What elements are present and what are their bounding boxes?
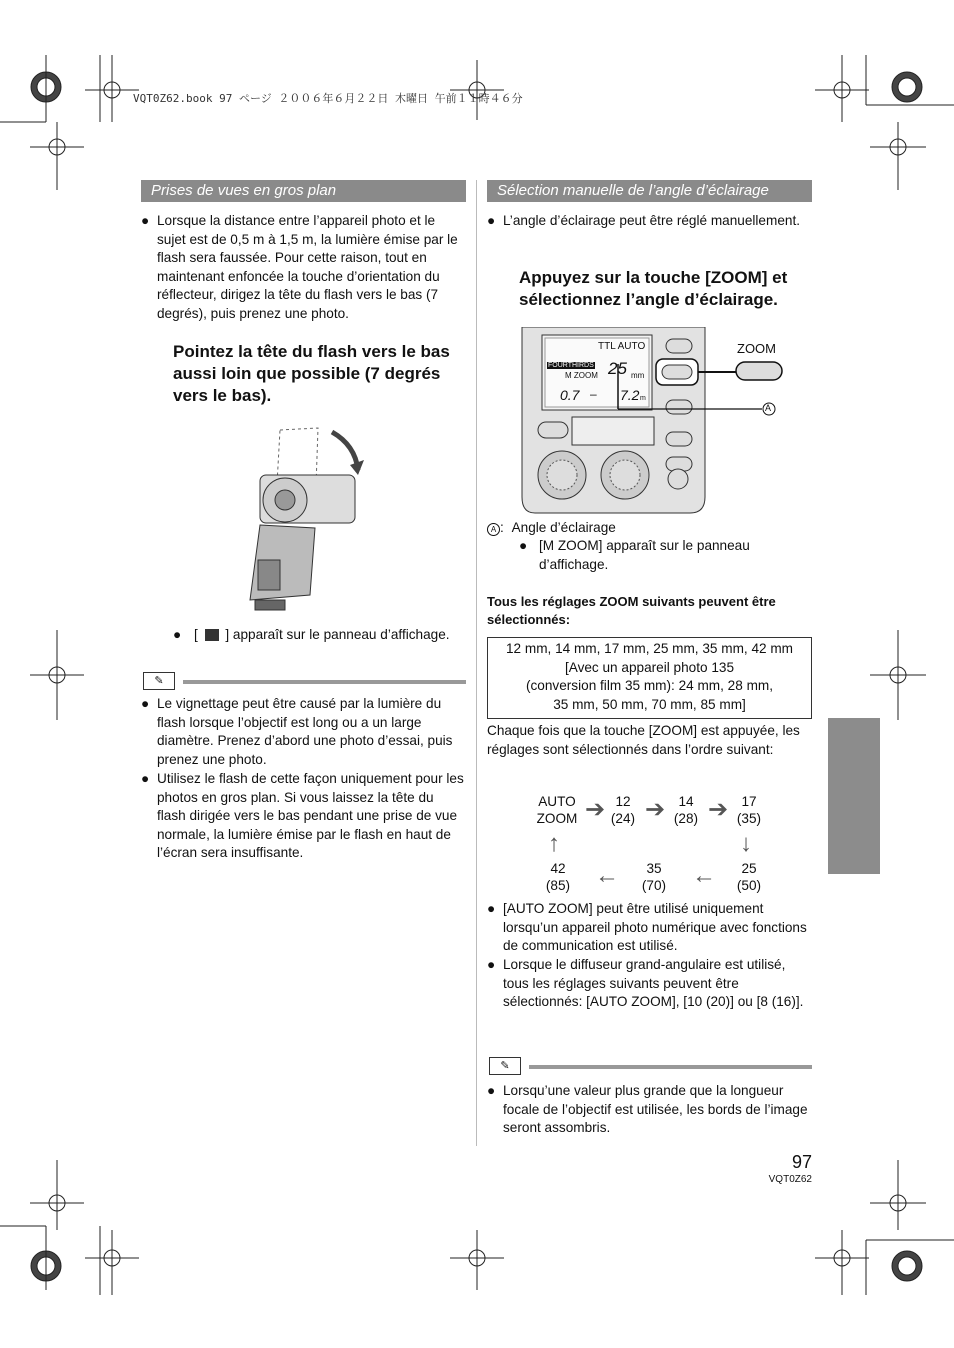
right-intro-bullet: ● L’angle d’éclairage peut être réglé manuellement. — [487, 212, 812, 231]
panel-mm: mm — [631, 371, 645, 380]
bullet-icon: ● — [173, 627, 182, 642]
bullet-icon: ● — [487, 1083, 496, 1098]
note-rule — [183, 680, 466, 684]
panel-ttl-auto: TTL AUTO — [598, 341, 646, 352]
left-note-2: ● Utilisez le flash de cette façon uniquement pour les photos en gros plan. Si vous laissez la tête du flash dirigée vers le bas pendant une prise de vue normale, la lumière émise par le flash en haut de l’écran sera insuffisante. — [141, 771, 464, 861]
page-number: 97 — [791, 1152, 812, 1172]
doc-code: VQT0Z62 — [768, 1174, 812, 1185]
bullet-icon: ● — [519, 538, 528, 553]
bullet-icon: ● — [487, 957, 496, 972]
column-divider — [476, 180, 477, 1146]
panel-aperture: 0.7 — [560, 387, 580, 403]
settings-line-1: 12 mm, 14 mm, 17 mm, 25 mm, 35 mm, 42 mm — [505, 641, 794, 656]
settings-line-3: (conversion film 35 mm): 24 mm, 28 mm, — [525, 678, 773, 694]
arrow-right-icon: ➔ — [585, 796, 606, 823]
panel-dash: – — [590, 387, 597, 401]
bullet-icon: ● — [141, 771, 150, 786]
left-step-heading: Pointez la tête du flash vers le bas aussi loin que possible (7 degrés vers le bas). — [173, 342, 450, 405]
side-tab — [828, 718, 880, 874]
seq-42: 42 (85) — [545, 861, 571, 893]
arrow-right-icon: ➔ — [645, 796, 666, 823]
note-icon: ✎ — [489, 1057, 521, 1075]
left-note-bar — [143, 672, 466, 692]
left-display-note: ● [ ] apparaît sur le panneau d’affichage. — [173, 626, 473, 645]
seq-35: 35 (70) — [641, 861, 667, 893]
flash-panel-illustration — [520, 327, 810, 517]
order-text: Chaque fois que la touche [ZOOM] est appuyée, les réglages sont sélectionnés dans l’ordre suivant: — [487, 723, 800, 757]
left-section-title: Prises de vues en gros plan — [141, 180, 466, 202]
mzoom-bullet: ● [M ZOOM] apparaît sur le panneau d’affichage. — [519, 538, 750, 572]
seq-25: 25 (50) — [736, 861, 762, 893]
right-step-heading: Appuyez sur la touche [ZOOM] et sélectionnez l’angle d’éclairage. — [519, 268, 788, 309]
arrow-right-icon: ➔ — [708, 796, 729, 823]
right-note: ● Lorsqu’une valeur plus grande que la longueur focale de l’objectif est utilisée, les bords de l’image seront assombris. — [487, 1083, 808, 1136]
seq-17: 17 (35) — [736, 794, 762, 826]
right-bullet-1: ● [AUTO ZOOM] peut être utilisé uniquement lorsqu’un appareil photo numérique avec fonctions de communication est utilisé. — [487, 901, 807, 954]
arrow-up-icon: ↑ — [548, 830, 560, 857]
settings-box — [487, 637, 812, 719]
settings-line-2: [Avec un appareil photo 135 — [564, 659, 735, 675]
seq-12: 12 (24) — [610, 794, 636, 826]
zoom-button-label: ZOOM — [737, 341, 776, 356]
panel-fourthirds: FOURTHIRDS — [548, 362, 594, 369]
note-rule — [529, 1065, 812, 1069]
callout-caption: A : Angle d’éclairage — [487, 519, 812, 538]
right-section-title: Sélection manuelle de l’angle d’éclairage — [487, 180, 812, 202]
arrow-left-icon: ← — [692, 862, 716, 889]
flash-head-illustration — [240, 420, 365, 615]
closeup-icon — [205, 629, 219, 641]
settings-line-4: 35 mm, 50 mm, 70 mm, 85 mm] — [553, 696, 746, 712]
panel-m: m — [640, 395, 646, 402]
arrow-down-icon: ↓ — [740, 830, 752, 857]
panel-distance: 7.2 — [620, 387, 640, 403]
arrow-left-icon: ← — [595, 862, 619, 889]
left-note-1: ● Le vignettage peut être causé par la lumière du flash lorsque l’objectif est long ou a un large diamètre. Prenez d’abord une photo d’essai, puis prenez une photo. — [141, 696, 453, 767]
seq-14: 14 (28) — [673, 794, 699, 826]
bullet-icon: ● — [487, 213, 496, 228]
bullet-icon: ● — [487, 901, 496, 916]
bullet-icon: ● — [141, 696, 150, 711]
print-header: VQT0Z62.book 97 ページ ２００６年６月２２日 木曜日 午前１１時４６分 — [133, 92, 523, 105]
note-icon: ✎ — [143, 672, 175, 690]
left-intro-bullet: ● Lorsque la distance entre l’appareil photo et le sujet est de 0,5 m à 1,5 m, la lumière émise par le flash sera faussée. Pour cette raison, tout en maintenant enfoncée la touche d’orientation du réflecteur, dirigez la tête du flash vers le bas (7 degrés), puis prenez une photo. — [141, 213, 458, 321]
callout-a: A — [765, 403, 772, 413]
seq-auto-zoom: AUTO ZOOM — [536, 794, 578, 826]
right-note-bar — [489, 1057, 812, 1077]
callout-a-marker: A — [487, 523, 500, 536]
right-bullet-2: ● Lorsque le diffuseur grand-angulaire est utilisé, tous les réglages suivants peuvent être sélectionnés: [AUTO ZOOM], [10 (20)] ou [8 (16)]. — [487, 957, 804, 1010]
panel-focal: 25 — [608, 359, 627, 378]
panel-mzoom: M ZOOM — [565, 371, 598, 380]
bullet-icon: ● — [141, 213, 150, 228]
settings-heading: Tous les réglages ZOOM suivants peuvent être sélectionnés: — [487, 594, 776, 627]
